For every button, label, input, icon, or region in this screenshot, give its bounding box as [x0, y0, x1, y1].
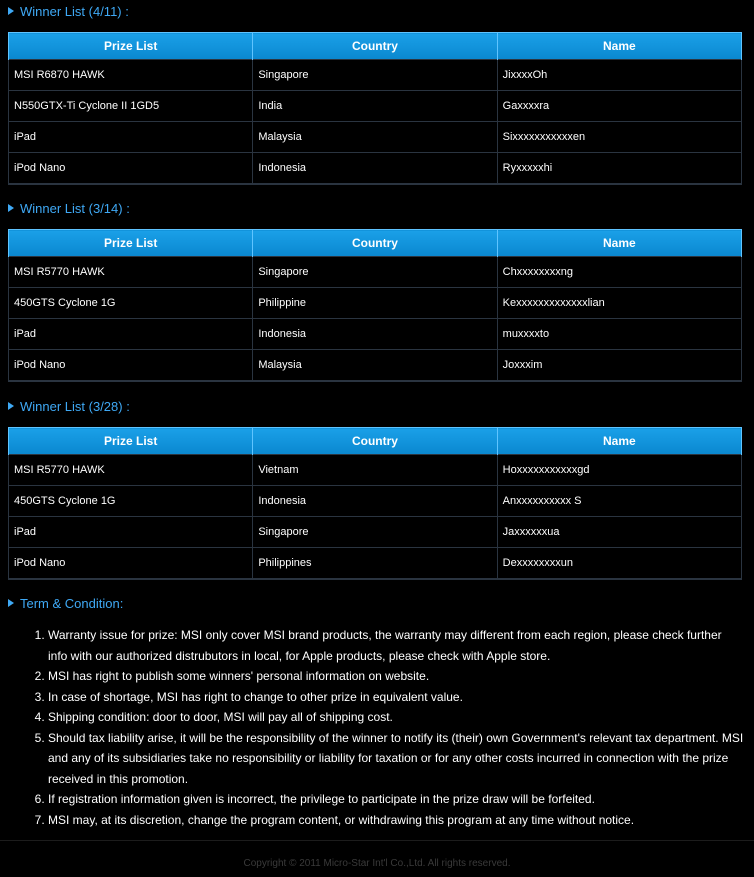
section-title: Winner List (4/11) : [20, 3, 129, 19]
table-row [9, 288, 742, 319]
country-cell: Singapore [253, 257, 497, 288]
name-cell: Anxxxxxxxxxx S [497, 486, 741, 517]
terms-item: 3. In case of shortage, MSI has right to change to other prize in equivalent value. [48, 687, 744, 708]
prize-cell: iPad [9, 122, 253, 153]
terms-item: 2. MSI has right to publish some winners' personal information on website. [48, 666, 744, 687]
country-cell: Indonesia [253, 153, 497, 185]
column-header-country: Country [253, 428, 497, 455]
country-cell: Indonesia [253, 319, 497, 350]
footer-divider [0, 840, 754, 841]
winner-table-2 [8, 229, 742, 382]
name-cell: Kexxxxxxxxxxxxxlian [497, 288, 741, 319]
table-row [9, 350, 742, 382]
prize-cell: 450GTS Cyclone 1G [9, 486, 253, 517]
terms-item: 6. If registration information given is incorrect, the privilege to participate in the prize draw will be forfeited. [48, 789, 744, 810]
name-cell: muxxxxto [497, 319, 741, 350]
section-title: Winner List (3/28) : [20, 398, 130, 414]
prize-cell: 450GTS Cyclone 1G [9, 288, 253, 319]
table-row [9, 60, 742, 91]
terms-title: Term & Condition: [20, 595, 124, 611]
table-row [9, 257, 742, 288]
country-cell: Philippine [253, 288, 497, 319]
section-heading-2[interactable] [8, 199, 130, 217]
column-header-prize: Prize List [9, 428, 253, 455]
column-header-prize: Prize List [9, 230, 253, 257]
winner-table-3 [8, 427, 742, 580]
terms-item: 7. MSI may, at its discretion, change the program content, or withdrawing this program at any time without notice. [48, 810, 744, 831]
country-cell: Philippines [253, 548, 497, 580]
table-row [9, 455, 742, 486]
prize-cell: iPad [9, 517, 253, 548]
triangle-right-icon [8, 7, 14, 15]
triangle-right-icon [8, 204, 14, 212]
prize-cell: MSI R5770 HAWK [9, 257, 253, 288]
column-header-name: Name [497, 230, 741, 257]
triangle-right-icon [8, 402, 14, 410]
table-row [9, 122, 742, 153]
prize-cell: MSI R6870 HAWK [9, 60, 253, 91]
column-header-prize: Prize List [9, 33, 253, 60]
section-heading-3[interactable] [8, 397, 130, 415]
table-row [9, 486, 742, 517]
country-cell: Indonesia [253, 486, 497, 517]
table-row [9, 319, 742, 350]
country-cell: Vietnam [253, 455, 497, 486]
column-header-name: Name [497, 33, 741, 60]
column-header-country: Country [253, 33, 497, 60]
triangle-right-icon [8, 599, 14, 607]
name-cell: Dexxxxxxxxun [497, 548, 741, 580]
country-cell: Malaysia [253, 350, 497, 382]
terms-item: 5. Should tax liability arise, it will be the responsibility of the winner to notify its (their) own Government's relevant tax department. MSI and any of its subsidiaries take no responsibility or liability for taxation or for any other costs incurred in connection with the prize received in this promotion. [48, 728, 744, 790]
prize-cell: iPad [9, 319, 253, 350]
name-cell: Hoxxxxxxxxxxxgd [497, 455, 741, 486]
prize-cell: N550GTX-Ti Cyclone II 1GD5 [9, 91, 253, 122]
country-cell: India [253, 91, 497, 122]
name-cell: Jaxxxxxxua [497, 517, 741, 548]
prize-cell: iPod Nano [9, 548, 253, 580]
winner-table-1 [8, 32, 742, 185]
terms-item: 4. Shipping condition: door to door, MSI will pay all of shipping cost. [48, 707, 744, 728]
section-title: Winner List (3/14) : [20, 200, 130, 216]
table-row [9, 153, 742, 185]
country-cell: Singapore [253, 517, 497, 548]
column-header-country: Country [253, 230, 497, 257]
table-row [9, 548, 742, 580]
prize-cell: iPod Nano [9, 350, 253, 382]
terms-item: 1. Warranty issue for prize: MSI only cover MSI brand products, the warranty may different from each region, please check further info with our authorized distrubutors in local, for Apple products, please check with Apple store. [48, 625, 744, 666]
section-heading-1[interactable] [8, 2, 129, 20]
prize-cell: MSI R5770 HAWK [9, 455, 253, 486]
prize-cell: iPod Nano [9, 153, 253, 185]
terms-heading[interactable] [8, 594, 123, 612]
copyright-footer: Copyright © 2011 Micro-Star Int'l Co.,Ltd. All rights reserved. [243, 858, 511, 869]
name-cell: Sixxxxxxxxxxxen [497, 122, 741, 153]
name-cell: Gaxxxxra [497, 91, 741, 122]
country-cell: Singapore [253, 60, 497, 91]
table-row [9, 517, 742, 548]
column-header-name: Name [497, 428, 741, 455]
name-cell: JixxxxOh [497, 60, 741, 91]
name-cell: Ryxxxxxhi [497, 153, 741, 185]
terms-list [20, 625, 744, 830]
name-cell: Joxxxim [497, 350, 741, 382]
table-row [9, 91, 742, 122]
name-cell: Chxxxxxxxxng [497, 257, 741, 288]
country-cell: Malaysia [253, 122, 497, 153]
